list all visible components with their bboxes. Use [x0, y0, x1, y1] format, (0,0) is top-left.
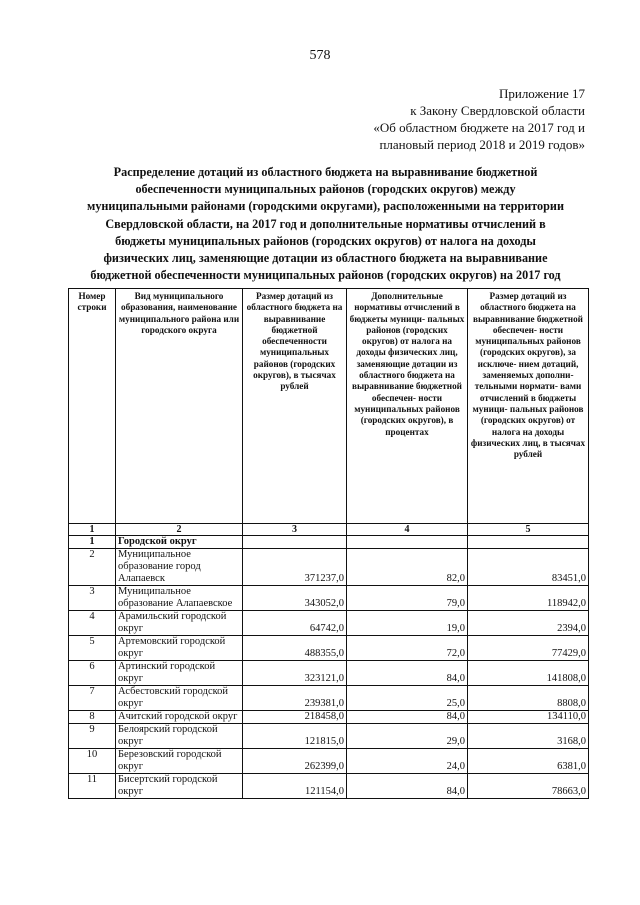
additional-norm-percent: 84,0 [347, 774, 468, 799]
additional-norm-percent: 84,0 [347, 661, 468, 686]
subsidy-amount: 239381,0 [243, 686, 347, 711]
subsidy-amount: 121815,0 [243, 724, 347, 749]
additional-norm-percent: 29,0 [347, 724, 468, 749]
row-number: 9 [69, 724, 116, 749]
row-number: 4 [69, 611, 116, 636]
additional-norm-percent: 79,0 [347, 586, 468, 611]
remaining-subsidy: 78663,0 [468, 774, 589, 799]
table-row [69, 724, 589, 749]
remaining-subsidy: 141808,0 [468, 661, 589, 686]
subsidy-amount: 218458,0 [243, 711, 347, 724]
row-number: 5 [69, 636, 116, 661]
appendix-line: к Закону Свердловской области [410, 103, 585, 118]
subsidy-amount: 121154,0 [243, 774, 347, 799]
column-numbers-row [69, 524, 589, 536]
remaining-subsidy: 134110,0 [468, 711, 589, 724]
remaining-subsidy: 8808,0 [468, 686, 589, 711]
header-remaining-subsidy: Размер дотаций из областного бюджета на выравнивание бюджетной обеспечен- ности муниципальных районов (городских округов), за исключе- нием дотаций, заменяемых дополни- тельными нормати- вами отчислений в бюджеты муници- пальных районов (городских округов) от налога на доходы физических лиц, в тысячах рублей [468, 289, 589, 524]
municipality-name: Муниципальное образование город Алапаевск [116, 549, 243, 586]
column-number: 4 [347, 524, 468, 536]
row-number: 10 [69, 749, 116, 774]
group-row [69, 536, 589, 549]
municipality-name: Белоярский городской округ [116, 724, 243, 749]
remaining-subsidy: 6381,0 [468, 749, 589, 774]
remaining-subsidy: 83451,0 [468, 549, 589, 586]
municipality-name: Ачитский городской округ [116, 711, 243, 724]
table-row [69, 774, 589, 799]
appendix-line: «Об областном бюджете на 2017 год и [373, 120, 585, 135]
table-row [69, 636, 589, 661]
document-title [68, 164, 583, 284]
remaining-subsidy: 3168,0 [468, 724, 589, 749]
subsidy-amount: 323121,0 [243, 661, 347, 686]
header-subsidy-amount: Размер дотаций из областного бюджета на выравнивание бюджетной обеспеченности муниципальных районов (городских округов), в тысячах рублей [243, 289, 347, 524]
row-number: 11 [69, 774, 116, 799]
row-number: 2 [69, 549, 116, 586]
subsidy-amount: 262399,0 [243, 749, 347, 774]
row-number: 3 [69, 586, 116, 611]
row-number: 8 [69, 711, 116, 724]
table-row [69, 711, 589, 724]
title-line: обеспеченности муниципальных районов (городских округов) между [135, 182, 516, 197]
municipality-name: Асбестовский городской округ [116, 686, 243, 711]
municipality-name: Артинский городской округ [116, 661, 243, 686]
column-number: 1 [69, 524, 116, 536]
additional-norm-percent: 19,0 [347, 611, 468, 636]
municipality-name: Березовский городской округ [116, 749, 243, 774]
appendix-line: Приложение 17 [498, 86, 585, 101]
municipality-name: Бисертский городской округ [116, 774, 243, 799]
remaining-subsidy: 118942,0 [468, 586, 589, 611]
page-number: 578 [309, 48, 331, 63]
table-row [69, 586, 589, 611]
row-number: 6 [69, 661, 116, 686]
header-row-number: Номер строки [69, 289, 116, 524]
table-row [69, 611, 589, 636]
additional-norm-percent: 25,0 [347, 686, 468, 711]
appendix-line: плановый период 2018 и 2019 годов» [379, 137, 585, 152]
subsidy-amount: 488355,0 [243, 636, 347, 661]
title-line: муниципальными районами (городскими округами), расположенными на территории [87, 199, 564, 214]
remaining-subsidy: 77429,0 [468, 636, 589, 661]
subsidy-amount: 343052,0 [243, 586, 347, 611]
title-line: Свердловской области, на 2017 год и дополнительные нормативы отчислений в [105, 216, 546, 231]
remaining-subsidy: 2394,0 [468, 611, 589, 636]
table-row [69, 549, 589, 586]
subsidy-table [68, 288, 589, 799]
table-header-row [69, 289, 589, 524]
table-row [69, 686, 589, 711]
title-line: бюджеты муниципальных районов (городских округов) от налога на доходы [115, 233, 536, 248]
subsidy-amount: 64742,0 [243, 611, 347, 636]
additional-norm-percent: 82,0 [347, 549, 468, 586]
column-number: 2 [116, 524, 243, 536]
column-number: 3 [243, 524, 347, 536]
title-line: Распределение дотаций из областного бюджета на выравнивание бюджетной [113, 165, 538, 179]
title-line: физических лиц, заменяющие дотации из областного бюджета на выравнивание [103, 251, 548, 266]
table-row [69, 661, 589, 686]
appendix-reference [285, 85, 585, 153]
subsidy-amount: 371237,0 [243, 549, 347, 586]
header-municipality: Вид муниципального образования, наименование муниципального района или городского округа [116, 289, 243, 524]
additional-norm-percent: 84,0 [347, 711, 468, 724]
group-name: Городской округ [116, 536, 243, 549]
additional-norm-percent: 72,0 [347, 636, 468, 661]
row-number: 1 [69, 536, 116, 549]
municipality-name: Муниципальное образование Алапаевское [116, 586, 243, 611]
municipality-name: Арамильский городской округ [116, 611, 243, 636]
additional-norm-percent: 24,0 [347, 749, 468, 774]
row-number: 7 [69, 686, 116, 711]
municipality-name: Артемовский городской округ [116, 636, 243, 661]
title-line: бюджетной обеспеченности муниципальных районов (городских округов) на 2017 год [90, 268, 561, 283]
column-number: 5 [468, 524, 589, 536]
table-row [69, 749, 589, 774]
header-additional-norms: Дополнительные нормативы отчислений в бюджеты муници- пальных районов (городских округов) от налога на доходы физических лиц, заменяющие дотации из областного бюджета на выравнивание бюджетной обеспечен- ности муниципальных районов (городских округов), в процентах [347, 289, 468, 524]
